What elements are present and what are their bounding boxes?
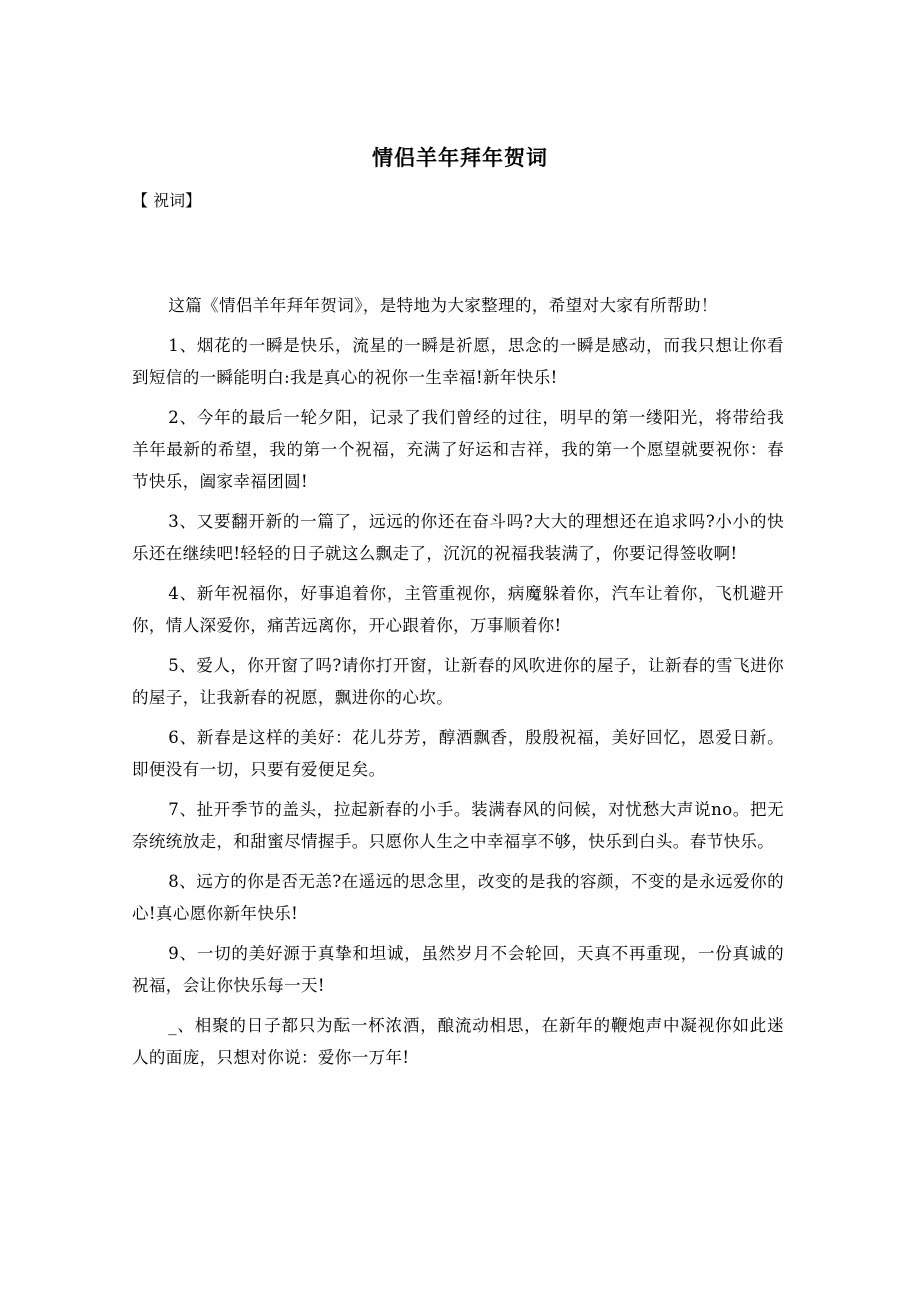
intro-paragraph: 这篇《情侣羊年拜年贺词》，是特地为大家整理的，希望对大家有所帮助！ xyxy=(168,296,718,315)
greeting-paragraph-6: 6、新春是这样的美好：花儿芬芳，醇酒飘香，殷殷祝福，美好回忆，恩爱日新。即便没有一切，只要有爱便足矣。 xyxy=(132,728,784,779)
greeting-paragraph-10: _、相聚的日子都只为酝一杯浓酒，酿流动相思，在新年的鞭炮声中凝视你如此迷人的面庞，只想对你说：爱你一万年! xyxy=(132,1016,784,1067)
document-body xyxy=(132,290,784,1082)
greeting-paragraph-1: 1、烟花的一瞬是快乐，流星的一瞬是祈愿，思念的一瞬是感动，而我只想让你看到短信的一瞬能明白:我是真心的祝你一生幸福!新年快乐! xyxy=(132,336,784,387)
greeting-paragraph-4: 4、新年祝福你，好事追着你，主管重视你，病魔躲着你，汽车让着你，飞机避开你，情人深爱你，痛苦远离你，开心跟着你，万事顺着你! xyxy=(132,584,784,635)
greeting-paragraph-5: 5、爱人，你开窗了吗?请你打开窗，让新春的风吹进你的屋子，让新春的雪飞进你的屋子，让我新春的祝愿，飘进你的心坎。 xyxy=(132,656,784,707)
greeting-paragraph-8: 8、远方的你是否无恙?在遥远的思念里，改变的是我的容颜，不变的是永远爱你的心!真心愿你新年快乐! xyxy=(132,872,784,923)
greeting-paragraph-3: 3、又要翻开新的一篇了，远远的你还在奋斗吗?大大的理想还在追求吗?小小的快乐还在继续吧!轻轻的日子就这么飘走了，沉沉的祝福我装满了，你要记得签收啊! xyxy=(132,512,784,563)
greeting-paragraph-2: 2、今年的最后一轮夕阳，记录了我们曾经的过往，明早的第一缕阳光，将带给我羊年最新的希望，我的第一个祝福，充满了好运和吉祥，我的第一个愿望就要祝你：春节快乐，阖家幸福团圆! xyxy=(132,408,784,491)
document-title: 情侣羊年拜年贺词 xyxy=(372,146,548,170)
category-label: 【 祝词】 xyxy=(132,191,202,210)
greeting-paragraph-9: 9、一切的美好源于真挚和坦诚，虽然岁月不会轮回，天真不再重现，一份真诚的祝福，会让你快乐每一天! xyxy=(132,944,784,995)
greeting-paragraph-7: 7、扯开季节的盖头，拉起新春的小手。装满春风的问候，对忧愁大声说no。把无奈统统放走，和甜蜜尽情握手。只愿你人生之中幸福享不够，快乐到白头。春节快乐。 xyxy=(132,800,784,851)
